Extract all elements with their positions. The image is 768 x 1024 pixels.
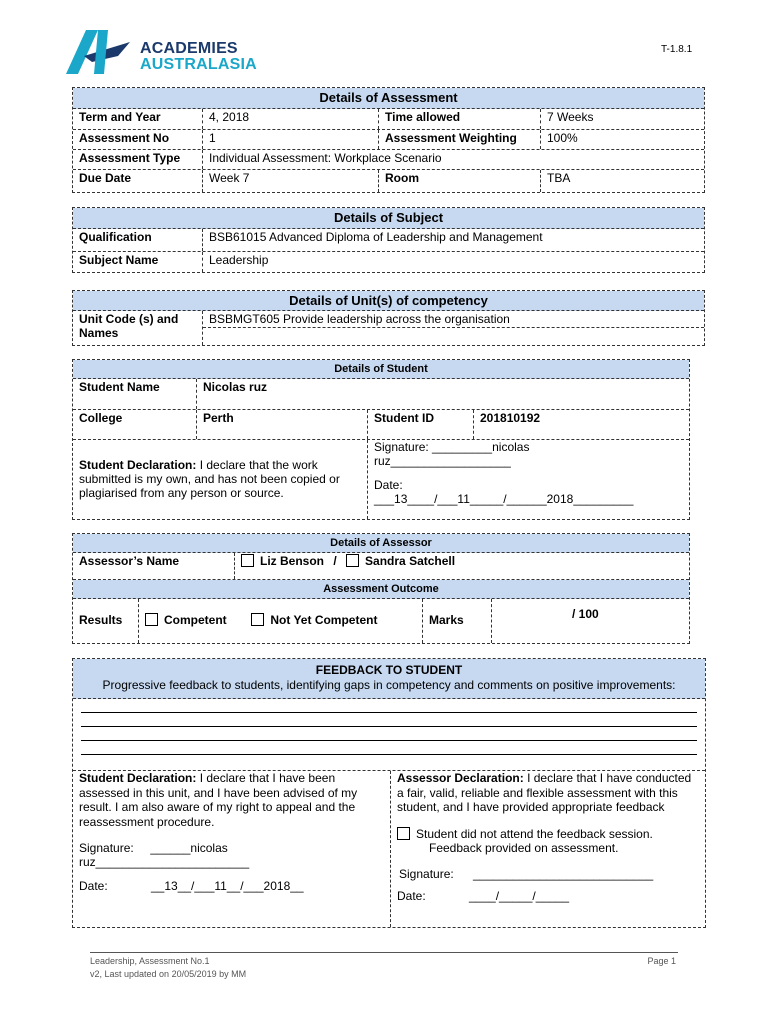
subject-name-label: Subject Name xyxy=(73,252,203,272)
feedback-student-sig-line2: ruz_______________________ xyxy=(79,855,250,869)
assessor-signature-value: ___________________________ xyxy=(473,866,654,881)
unit-code-label: Unit Code (s) and Names xyxy=(73,311,203,345)
feedback-line[interactable] xyxy=(81,699,697,713)
did-not-attend-checkbox[interactable] xyxy=(397,827,410,840)
assessor-options xyxy=(235,553,689,579)
results-label: Results xyxy=(73,599,139,643)
feedback-assessor-declaration xyxy=(391,771,705,927)
qualification-label: Qualification xyxy=(73,229,203,251)
student-name-value: Nicolas ruz xyxy=(203,380,268,394)
student-date-value: ___13____/___11_____/______2018_________ xyxy=(374,492,634,506)
student-signature-line2: ruz__________________ xyxy=(374,454,511,468)
unit-details-header: Details of Unit(s) of competency xyxy=(73,291,704,311)
student-date-label: Date: xyxy=(374,478,403,492)
liz-benson-label: Liz Benson xyxy=(260,554,325,568)
student-id-value: 201810192 xyxy=(480,411,541,425)
unit-details-table xyxy=(72,290,705,346)
assessment-no-value: 1 xyxy=(203,130,379,149)
feedback-subtitle: Progressive feedback to students, identifying gaps in competency and comments on positive improvements: xyxy=(102,678,676,692)
student-signature-line1: Signature: _________nicolas xyxy=(374,440,530,454)
did-not-attend-line1: Student did not attend the feedback session. xyxy=(416,826,653,841)
assessment-type-value: Individual Assessment: Workplace Scenario xyxy=(209,151,442,165)
room-label: Room xyxy=(379,170,541,192)
assessment-outcome-header: Assessment Outcome xyxy=(73,580,689,599)
assessor-details-header: Details of Assessor xyxy=(73,534,689,553)
competent-label: Competent xyxy=(164,613,227,627)
document-reference: T-1.8.1 xyxy=(661,44,693,55)
student-details-header: Details of Student xyxy=(73,360,689,379)
not-yet-competent-label: Not Yet Competent xyxy=(270,613,378,627)
college-value: Perth xyxy=(197,410,368,439)
room-value: TBA xyxy=(547,171,571,185)
academies-australasia-logo xyxy=(64,24,264,76)
assessment-weighting-value: 100% xyxy=(547,131,578,145)
assessor-date-label: Date: xyxy=(397,888,426,903)
subject-name-value: Leadership xyxy=(209,253,269,267)
marks-value: / 100 xyxy=(572,607,599,621)
logo-text-line1: ACADEMIES xyxy=(140,40,238,57)
competent-checkbox[interactable] xyxy=(145,613,158,626)
marks-label: Marks xyxy=(423,599,492,643)
due-date-label: Due Date xyxy=(73,170,203,192)
student-declaration xyxy=(73,440,368,519)
assessor-decl-label: Assessor Declaration: xyxy=(397,771,524,785)
footer-line2: v2, Last updated on 20/05/2019 by MM xyxy=(90,969,247,979)
feedback-table xyxy=(72,658,706,928)
assessor-decl-text: I declare that I have conducted a fair, valid, reliable and flexible assessment with this student, and I have provided appropriate feedback xyxy=(397,771,692,814)
feedback-student-decl-label: Student Declaration: xyxy=(79,771,197,785)
student-id-label: Student ID xyxy=(368,410,474,439)
footer-line1: Leadership, Assessment No.1 xyxy=(90,956,210,966)
term-year-value: 4, 2018 xyxy=(203,109,379,129)
time-allowed-label: Time allowed xyxy=(379,109,541,129)
feedback-line[interactable] xyxy=(81,741,697,755)
logo-mark-icon xyxy=(64,26,134,76)
assessment-no-label: Assessment No xyxy=(73,130,203,149)
assessment-weighting-label: Assessment Weighting xyxy=(379,130,541,149)
assessor-name-label: Assessor’s Name xyxy=(73,553,235,579)
did-not-attend-line2: Feedback provided on assessment. xyxy=(429,840,619,855)
assessor-details-table xyxy=(72,533,690,644)
student-declaration-text: I declare that the work submitted is my own, and has not been copied or plagiarised from any person or source. xyxy=(79,458,340,500)
sandra-satchell-checkbox[interactable] xyxy=(346,554,359,567)
page-number: Page 1 xyxy=(647,956,676,966)
assessor-separator: / xyxy=(333,554,337,568)
time-allowed-value: 7 Weeks xyxy=(547,110,594,124)
assessment-details-header: Details of Assessment xyxy=(73,88,704,109)
term-year-label: Term and Year xyxy=(73,109,203,129)
college-label: College xyxy=(73,410,197,439)
feedback-lines-area xyxy=(73,699,705,771)
feedback-line[interactable] xyxy=(81,713,697,727)
subject-details-table xyxy=(72,207,705,273)
feedback-student-decl-text: I declare that I have been assessed in this unit, and I have been advised of my result. I am also aware of my right to appeal and the reassessment procedure. xyxy=(79,771,358,829)
student-details-table xyxy=(72,359,690,520)
logo-text-line2: AUSTRALASIA xyxy=(140,56,257,73)
student-signature-block xyxy=(368,440,689,519)
feedback-student-date-value: __13__/___11__/___2018__ xyxy=(151,879,304,893)
results-options xyxy=(139,599,423,643)
feedback-line[interactable] xyxy=(81,727,697,741)
feedback-student-sig-line1: Signature: ______nicolas xyxy=(79,841,228,855)
assessor-date-value: ____/_____/_____ xyxy=(469,888,570,903)
assessor-signature-label: Signature: xyxy=(399,866,454,881)
liz-benson-checkbox[interactable] xyxy=(241,554,254,567)
student-declaration-label: Student Declaration: xyxy=(79,458,197,472)
feedback-student-date-label: Date: xyxy=(79,879,108,893)
assessment-details-table xyxy=(72,87,705,193)
page-footer xyxy=(90,952,678,981)
feedback-title: FEEDBACK TO STUDENT xyxy=(315,663,463,677)
due-date-value: Week 7 xyxy=(203,170,379,192)
not-yet-competent-checkbox[interactable] xyxy=(251,613,264,626)
assessment-type-label: Assessment Type xyxy=(73,150,203,169)
subject-details-header: Details of Subject xyxy=(73,208,704,229)
sandra-satchell-label: Sandra Satchell xyxy=(365,554,456,568)
feedback-header xyxy=(73,659,705,699)
student-name-label: Student Name xyxy=(73,379,197,409)
qualification-value: BSB61015 Advanced Diploma of Leadership and Management xyxy=(209,230,543,244)
feedback-student-declaration xyxy=(73,771,391,927)
unit-code-value: BSBMGT605 Provide leadership across the organisation xyxy=(203,311,704,328)
